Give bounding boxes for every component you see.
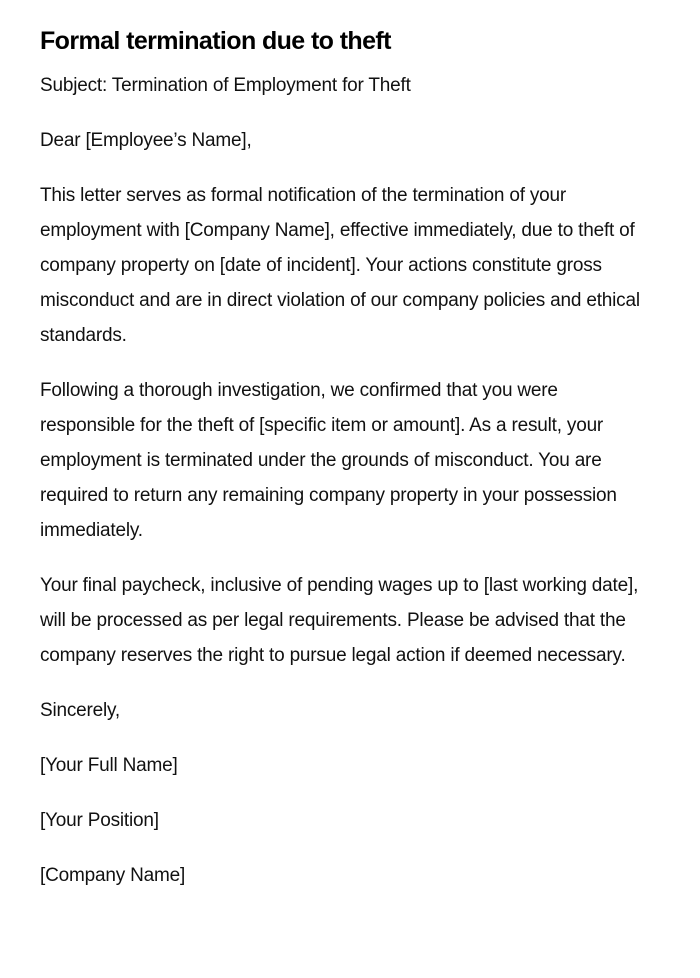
signature-company: [Company Name] — [40, 865, 186, 886]
signature-name: [Your Full Name] — [40, 755, 178, 776]
letter-document — [40, 24, 640, 913]
closing: Sincerely, — [40, 700, 121, 721]
salutation: Dear [Employee’s Name], — [40, 130, 252, 151]
subject-line: Subject: Termination of Employment for Theft — [40, 75, 411, 96]
signature-position: [Your Position] — [40, 810, 159, 831]
document-title: Formal termination due to theft — [40, 27, 391, 55]
body-paragraph-final-paycheck: Your final paycheck, inclusive of pending wages up to [last working date], will be processed as per legal requirements. Please be advised that the company reserves the right to pursue legal action if deemed necessary. — [40, 575, 639, 666]
body-paragraph-investigation: Following a thorough investigation, we confirmed that you were responsible for the theft of [specific item or amount]. As a result, your employment is terminated under the grounds of misconduct. You are required to return any remaining company property in your possession immediately. — [40, 380, 617, 541]
body-paragraph-notification: This letter serves as formal notification of the termination of your employment with [Company Name], effective immediately, due to theft of company property on [date of incident]. Your actions constitute gross misconduct and are in direct violation of our company policies and ethical standards. — [40, 185, 640, 346]
